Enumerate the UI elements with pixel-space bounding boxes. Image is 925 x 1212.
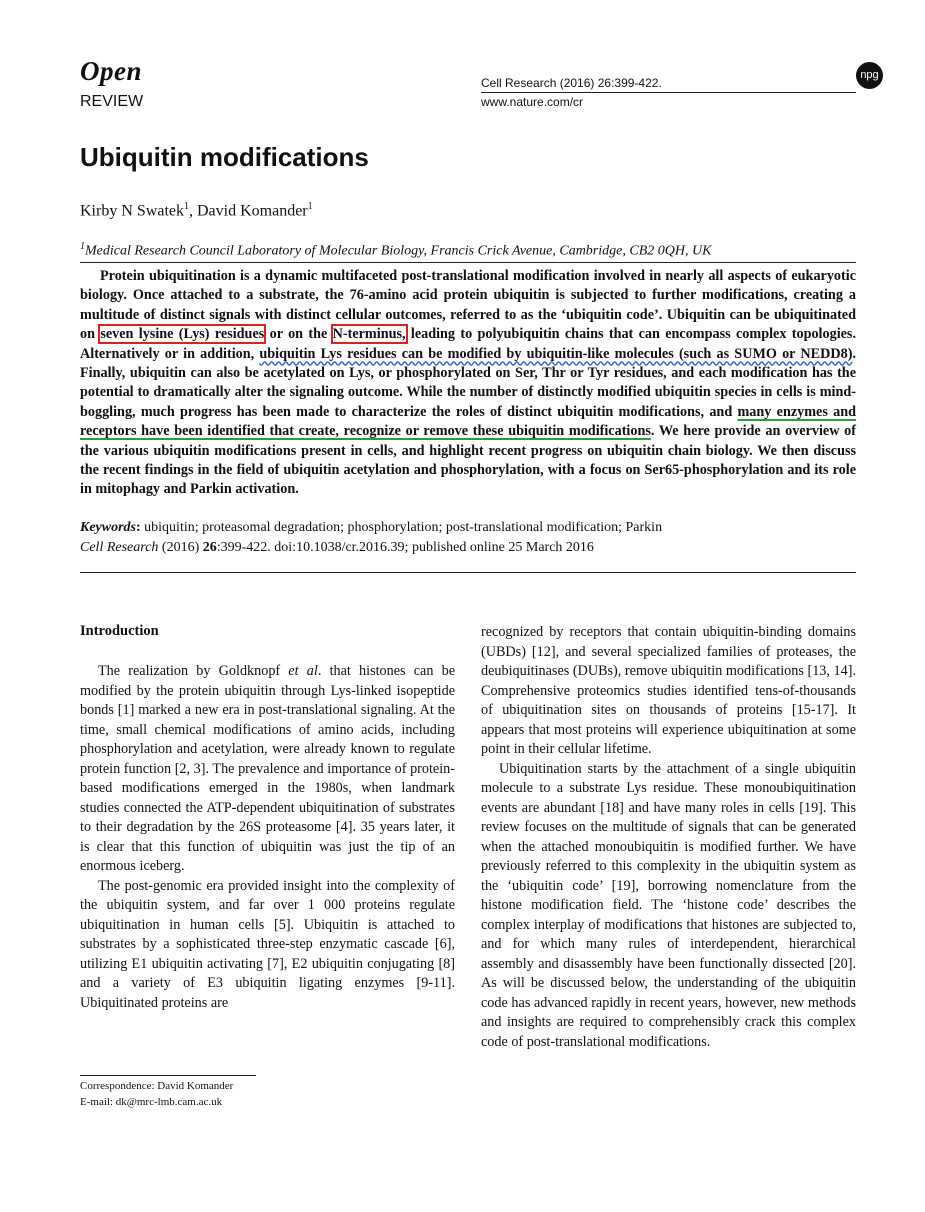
abstract-text: . We here provide an overview of the various ubiquitin modifications present in cells, and highlight recent progress on ubiquitin chain biology. We then discuss the recent findings in the field of ubiquitin acetylation and phosphorylation, with a focus on Ser65-phosphorylation and its role in mitophagy and Parkin activation. [80,423,856,498]
paragraph-text: The realization by Goldknopf [98,663,289,679]
page-title: Ubiquitin modifications [80,142,369,172]
abstract-bottom-divider [80,572,856,573]
paragraph-text: . that histones can be modified by the protein ubiquitin through Lys-linked isopeptide bonds [1] marked a new era in post-translational signaling. At the time, small chemical modifications of amino acids, including phosphorylation and acetylation, were already known to regulate protein function [2, 3]. The prevalence and importance of protein-based modifications emerged in the 1980s, when landmark studies connected the ATP-dependent ubiquitination of substrates to their degradation by the 26S proteasome [4]. 35 years later, it is clear that this function of ubiquitin was just the tip of an enormous iceberg. [80,663,455,874]
paragraph: The post-genomic era provided insight into the complexity of the ubiquitin system, and far over 1 000 proteins regulate ubiquitination in human cells [5]. Ubiquitin is attached to substrates by a sophisticated three-step enzymatic cascade [6], utilizing E1 ubiquitin activating [7], E2 ubiquitin conjugating [8] and a variety of E3 ubiquitin ligating enzymes [9-11]. Ubiquitinated proteins are [80,877,455,1011]
abstract-text: leading to polyubiquitin chains that can encompass complex topologies. Alternatively or in addition, [80,326,856,362]
abstract-top-divider [80,262,856,263]
affiliation-marker: 1 [307,201,313,212]
paragraph: Ubiquitination starts by the attachment of a single ubiquitin molecule to a substrate Lys residue. These monoubiquitination events are abundant [18] and have many roles in cells [19]. This review focuses on the multitude of signals that can be generated when the attached monoubiquitin is modified further. We have previously referred to this complexity in the ubiquitin system as the ‘ubiquitin code’ [19], borrowing nomenclature from the histone modification field. The ‘histone code’ describes the complex interplay of modifications that histones are subjected to, and for which many rules of interdependent, hierarchical assembly and disassembly have been functionally dissected [20]. As will be discussed below, the understanding of the ubiquitin code has advanced rapidly in recent years, however, new methods and insights are required to comprehensibly crack this complex code of post-translational modifications. [481,760,856,1050]
footnote-divider [80,1075,256,1076]
abstract-text: Protein ubiquitination is a dynamic multifaceted post-translational modification involved in nearly all aspects of eukaryotic biology. Once attached to a substrate, the 76-amino acid protein ubiquitin is subjected to further modifications, creating a multitude of distinct signals with distinct cellular outcomes, referred to as the ‘ubiquitin code’. Ubiquitin can be ubiquitinated on [80,268,856,343]
body-column-left [80,662,455,1013]
journal-logo: Open [80,56,142,86]
body-column-right [481,623,856,1052]
citation-doi[interactable]: :399-422. doi:10.1038/cr.2016.39; published online 25 March 2016 [216,540,594,555]
annotation-red-box-lysine[interactable]: seven lysine (Lys) residues [100,326,265,343]
keywords-label: Keywords [80,520,136,535]
annotation-green-underline[interactable]: many enzymes and receptors have been identified that create, recognize or remove these ubiquitin modifications [80,403,856,440]
annotation-blue-wavy-underline[interactable]: ubiquitin Lys residues can be modified by ubiquitin-like molecules (such as SUMO or NEDD8) [259,345,853,362]
header-divider [481,92,856,93]
keywords-colon: : [136,520,141,535]
citation-year: (2016) [158,540,203,555]
author-name[interactable]: Kirby N Swatek [80,202,184,220]
paragraph [80,662,455,877]
journal-citation-header: Cell Research (2016) 26:399-422. [481,76,662,90]
npg-logo-badge: npg [856,62,883,89]
affiliation-text: Medical Research Council Laboratory of Molecular Biology, Francis Crick Avenue, Cambridge, CB2 0QH, UK [85,243,712,259]
footnote [80,1078,233,1110]
affiliation-marker: 1 [80,241,85,252]
paragraph-text-italic: et al [288,663,318,679]
author-name[interactable]: David Komander [196,202,308,220]
citation-volume: 26 [202,540,217,555]
abstract-text: or on the [264,326,333,343]
annotation-red-box-nterminus[interactable]: N-terminus, [332,326,406,343]
keywords-line [80,520,662,536]
email-link[interactable]: E-mail: dk@mrc-lmb.cam.ac.uk [80,1096,223,1108]
journal-url-link[interactable]: www.nature.com/cr [481,95,584,109]
keywords-text: ubiquitin; proteasomal degradation; phosphorylation; post-translational modification; Parkin [140,520,663,535]
section-label: REVIEW [80,93,144,110]
affiliation [80,241,711,260]
citation-journal: Cell Research [80,540,159,555]
abstract-text: . Finally, ubiquitin can also be acetylated on Lys, or phosphorylated on Ser, Thr or Tyr residues, and each modification has the potential to dramatically alter the signaling outcome. While the number of distinctly modified ubiquitin species in cells is mind-boggling, much progress has been made to characterize the roles of distinct ubiquitin modifications, and [80,345,856,420]
author-list [80,201,313,220]
correspondence: Correspondence: David Komander [80,1080,234,1092]
affiliation-marker: 1 [183,201,189,212]
abstract [80,267,856,500]
author-separator: , [188,202,197,220]
citation-line [80,540,594,556]
paragraph: recognized by receptors that contain ubiquitin-binding domains (UBDs) [12], and several specialized families of proteases, the deubiquitinases (DUBs), remove ubiquitin modifications [13, 14]. Comprehensive proteomics studies identified tens-of-thousands of ubiquitination sites on thousands of proteins [15-17]. It appears that most proteins will experience ubiquitination at some point in their cellular lifetime. [481,624,856,757]
section-heading-introduction: Introduction [80,623,159,639]
